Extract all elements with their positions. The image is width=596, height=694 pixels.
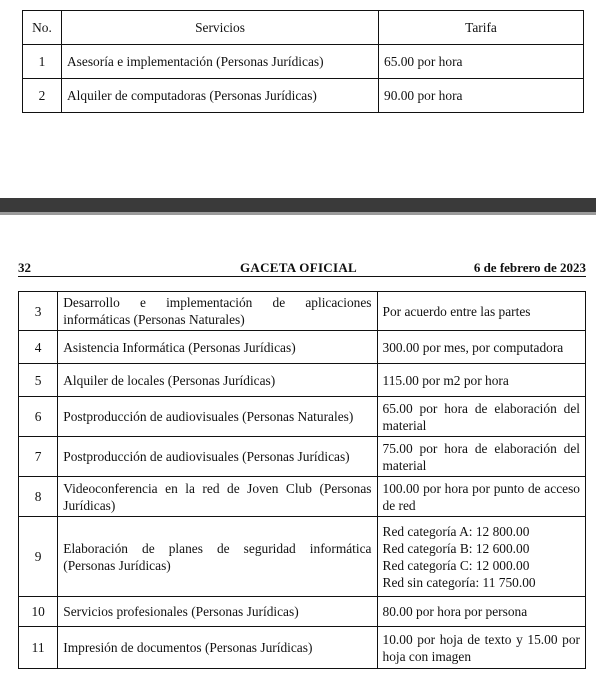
row-service: Asesoría e implementación (Personas Jurídicas) bbox=[62, 45, 379, 79]
row-number: 7 bbox=[19, 437, 58, 477]
row-number: 8 bbox=[19, 477, 58, 517]
row-service: Elaboración de planes de seguridad informática (Personas Jurídicas) bbox=[58, 517, 377, 597]
row-service: Alquiler de computadoras (Personas Jurídicas) bbox=[62, 79, 379, 113]
header-no: No. bbox=[23, 11, 62, 45]
table-row bbox=[19, 397, 586, 437]
row-number: 3 bbox=[19, 292, 58, 331]
table-row bbox=[19, 292, 586, 331]
row-number: 9 bbox=[19, 517, 58, 597]
rate-line: Red categoría A: 12 800.00 bbox=[382, 523, 530, 539]
publication-title: GACETA OFICIAL bbox=[240, 260, 358, 275]
table-row bbox=[19, 437, 586, 477]
table-row bbox=[19, 364, 586, 397]
row-number: 5 bbox=[19, 364, 58, 397]
row-service: Postproducción de audiovisuales (Personas Jurídicas) bbox=[58, 437, 377, 477]
table-row bbox=[19, 477, 586, 517]
row-service: Postproducción de audiovisuales (Personas Naturales) bbox=[58, 397, 377, 437]
row-rate: 80.00 por hora por persona bbox=[377, 597, 585, 627]
services-table-top bbox=[22, 10, 584, 113]
row-rate: 300.00 por mes, por computadora bbox=[377, 331, 585, 364]
row-number: 1 bbox=[23, 45, 62, 79]
row-service: Servicios profesionales (Personas Jurídicas) bbox=[58, 597, 377, 627]
row-number: 6 bbox=[19, 397, 58, 437]
page-separator-bar bbox=[0, 198, 596, 212]
row-service: Impresión de documentos (Personas Jurídicas) bbox=[58, 627, 377, 669]
page-number: 32 bbox=[18, 260, 31, 275]
row-number: 10 bbox=[19, 597, 58, 627]
row-service: Videoconferencia en la red de Joven Club (Personas Jurídicas) bbox=[58, 477, 377, 517]
row-rate: 100.00 por hora por punto de acceso de red bbox=[377, 477, 585, 517]
table-row bbox=[23, 79, 584, 113]
header-services: Servicios bbox=[62, 11, 379, 45]
row-rate: 10.00 por hoja de texto y 15.00 por hoja con imagen bbox=[377, 627, 585, 669]
row-rate: 90.00 por hora bbox=[379, 79, 584, 113]
row-rate: 75.00 por hora de elaboración del material bbox=[377, 437, 585, 477]
header-rate: Tarifa bbox=[379, 11, 584, 45]
publication-date: 6 de febrero de 2023 bbox=[473, 260, 586, 275]
row-number: 2 bbox=[23, 79, 62, 113]
row-service: Asistencia Informática (Personas Jurídicas) bbox=[58, 331, 377, 364]
row-number: 11 bbox=[19, 627, 58, 669]
row-number: 4 bbox=[19, 331, 58, 364]
row-rate: 65.00 por hora de elaboración del material bbox=[377, 397, 585, 437]
table-header-row bbox=[23, 11, 584, 45]
row-rate: 65.00 por hora bbox=[379, 45, 584, 79]
row-service: Alquiler de locales (Personas Jurídicas) bbox=[58, 364, 377, 397]
table-row bbox=[19, 627, 586, 669]
services-table-bottom bbox=[18, 291, 586, 669]
row-rate-list bbox=[377, 517, 585, 597]
table-row bbox=[19, 331, 586, 364]
row-service: Desarrollo e implementación de aplicaciones informáticas (Personas Naturales) bbox=[58, 292, 377, 331]
row-rate: 115.00 por m2 por hora bbox=[377, 364, 585, 397]
rate-line: Red categoría C: 12 000.00 bbox=[382, 557, 530, 573]
table-row bbox=[23, 45, 584, 79]
table-row bbox=[19, 517, 586, 597]
page-header bbox=[18, 258, 586, 277]
rate-line: Red sin categoría: 11 750.00 bbox=[382, 574, 536, 590]
table-row bbox=[19, 597, 586, 627]
rate-line: Red categoría B: 12 600.00 bbox=[382, 540, 530, 556]
row-rate: Por acuerdo entre las partes bbox=[377, 292, 585, 331]
page-separator-shadow bbox=[0, 212, 596, 215]
